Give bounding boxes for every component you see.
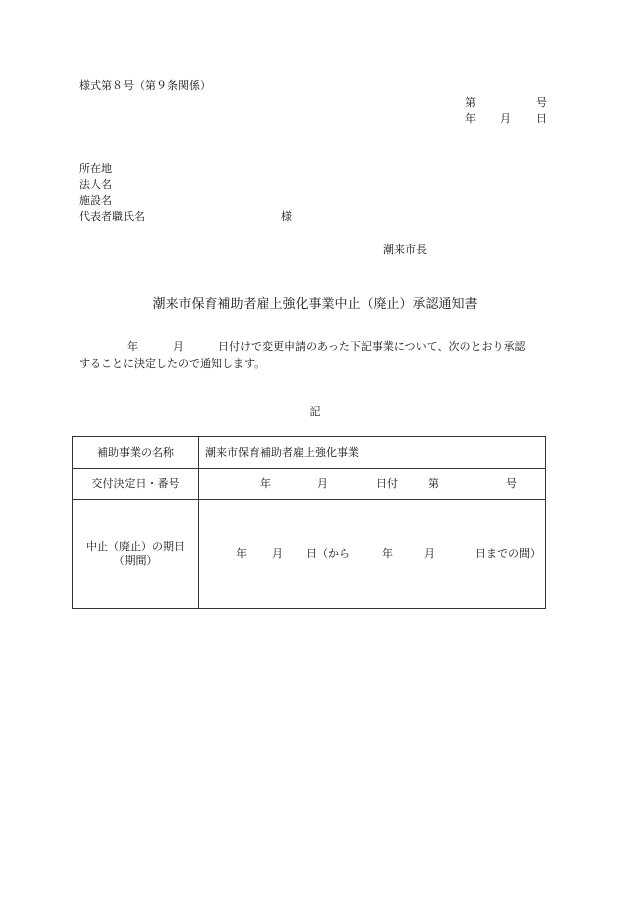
document-number-suffix: 号 (536, 96, 547, 109)
issue-date-year: 年 (465, 112, 476, 125)
decision-year: 年 (260, 477, 271, 490)
suspension-period-cell (199, 500, 546, 609)
from-day: 日（から (306, 547, 350, 560)
to-month: 月 (424, 547, 435, 560)
decision-month: 月 (317, 477, 328, 490)
from-month: 月 (272, 547, 283, 560)
body-text-line1: 日付けで変更申請のあった下記事業について、次のとおり承認 (218, 340, 526, 353)
table-row (73, 437, 546, 469)
decision-date-label: 交付決定日・番号 (73, 469, 199, 500)
table-row (73, 500, 546, 609)
recipient-corporation-label: 法人名 (79, 178, 112, 191)
project-name-value: 潮来市保育補助者雇上強化事業 (199, 437, 546, 469)
decision-number-prefix: 第 (428, 477, 439, 490)
issue-date-day: 日 (536, 112, 547, 125)
document-number-prefix: 第 (465, 96, 476, 109)
suspension-date-label-line2: （期間） (113, 554, 158, 567)
recipient-facility-label: 施設名 (79, 194, 112, 207)
form-number: 様式第８号（第９条関係） (79, 79, 211, 92)
decision-date-cell (199, 469, 546, 500)
project-name-label: 補助事業の名称 (73, 437, 199, 469)
table-row (73, 469, 546, 500)
detail-table (72, 436, 546, 609)
decision-number-suffix: 号 (506, 477, 517, 490)
suspension-date-label (73, 500, 199, 609)
body-month: 月 (173, 340, 184, 353)
ki-heading: 記 (309, 405, 321, 418)
document-title: 潮来市保育補助者雇上強化事業中止（廃止）承認通知書 (152, 297, 478, 312)
from-year: 年 (236, 547, 247, 560)
recipient-honorific: 様 (281, 210, 292, 223)
recipient-address-label: 所在地 (79, 162, 112, 175)
recipient-representative-label: 代表者職氏名 (79, 210, 145, 223)
to-day: 日までの間） (475, 547, 541, 560)
decision-day: 日付 (376, 477, 398, 490)
issue-date-month: 月 (500, 112, 511, 125)
to-year: 年 (382, 547, 393, 560)
body-year: 年 (127, 340, 138, 353)
suspension-date-label-line1: 中止（廃止）の期日 (86, 540, 185, 553)
issuer-name: 潮来市長 (383, 243, 427, 256)
body-text-line2: することに決定したので通知します。 (79, 357, 266, 370)
